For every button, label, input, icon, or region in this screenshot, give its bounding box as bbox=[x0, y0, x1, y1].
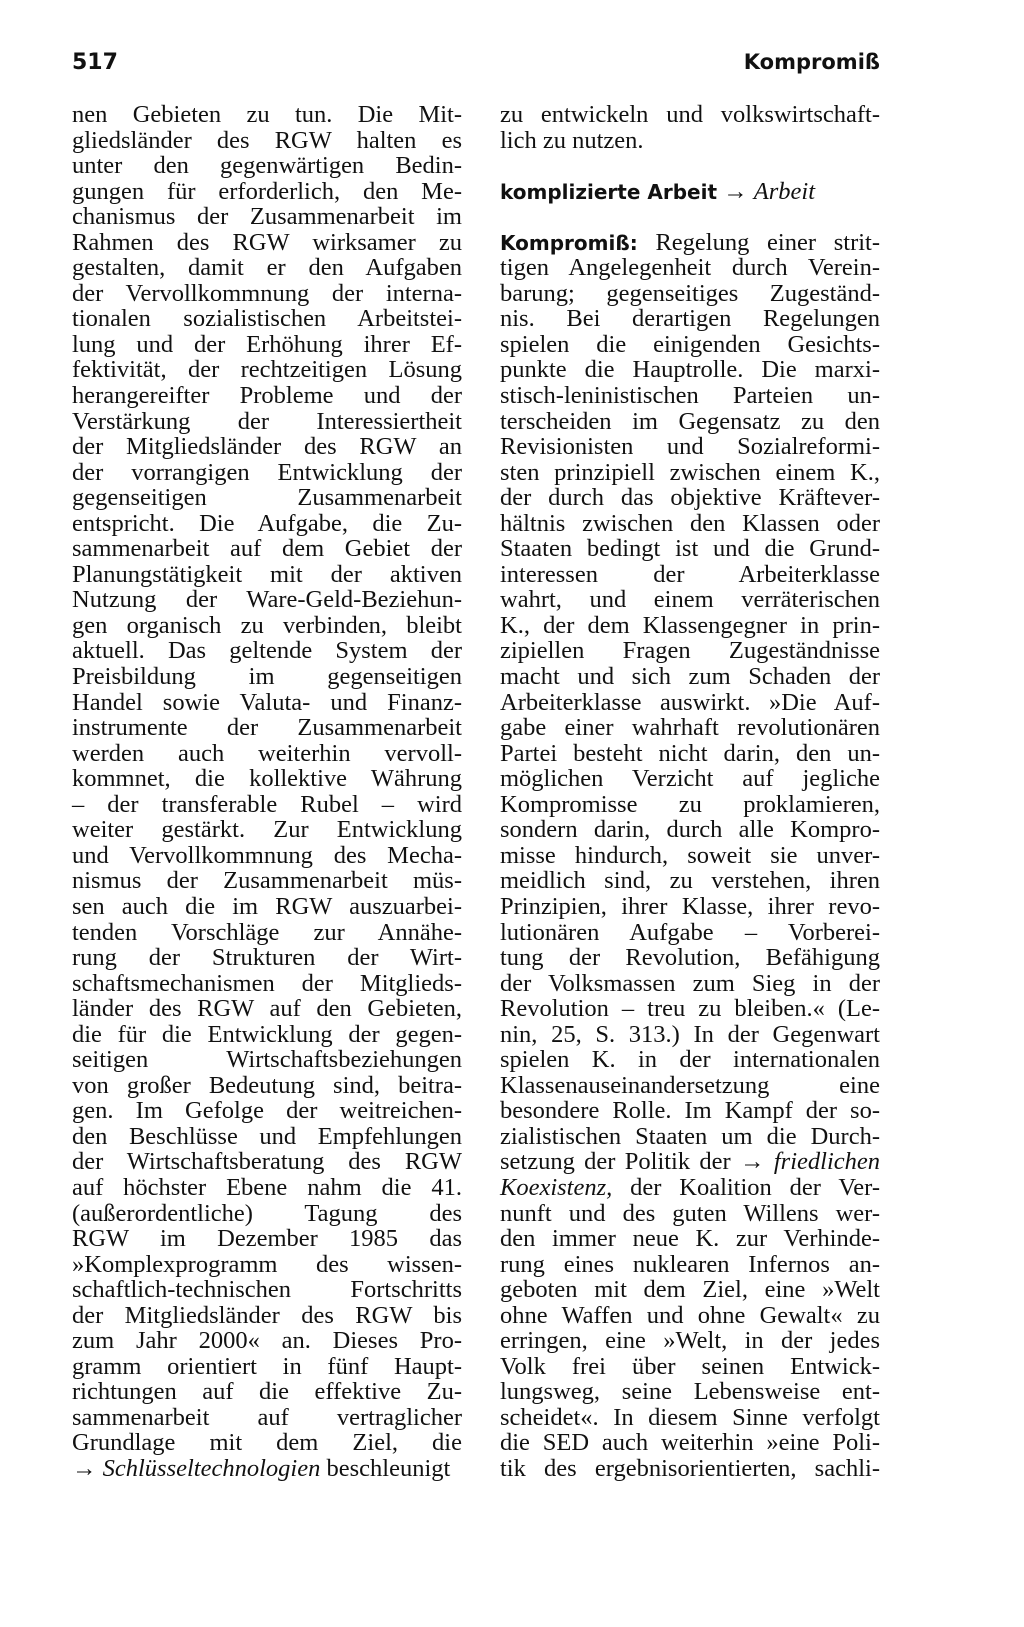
text-line: Nutzung der Ware-Geld-Beziehun- bbox=[72, 586, 462, 614]
line-text: Regelung einer strit- bbox=[655, 228, 881, 256]
cross-reference-link[interactable]: Arbeit bbox=[753, 177, 816, 205]
text-line: Revisionisten und Sozialreformi- bbox=[500, 433, 880, 461]
left-column bbox=[72, 102, 462, 1482]
text-line: lutionären Aufgabe – Vorberei- bbox=[500, 918, 880, 946]
text-line: sammenarbeit auf dem Gebiet der bbox=[72, 535, 462, 563]
text-line: aktuell. Das geltende System der bbox=[72, 637, 462, 665]
cross-reference-link[interactable]: Schlüsseltechnologien bbox=[102, 1454, 321, 1482]
line-text: setzung der Politik der bbox=[500, 1148, 731, 1176]
text-line: hältnis zwischen den Klassen oder bbox=[500, 509, 880, 537]
text-line: spielen die einigenden Gesichts- bbox=[500, 330, 880, 358]
line-text: der Koalition der Ver- bbox=[630, 1173, 880, 1201]
text-line: den immer neue K. zur Verhinde- bbox=[500, 1225, 880, 1253]
text-line: nen Gebieten zu tun. Die Mit- bbox=[72, 101, 462, 128]
text-line: Revolution – treu zu bleiben.« (Le- bbox=[500, 995, 880, 1023]
page-header bbox=[72, 50, 880, 80]
text-line: zipiellen Fragen Zugeständnisse bbox=[500, 637, 880, 665]
running-head: Kompromiß bbox=[743, 50, 880, 74]
text-line: tik des ergebnisorientierten, sachli- bbox=[500, 1454, 880, 1482]
text-line: erringen, eine »Welt, in der jedes bbox=[500, 1327, 880, 1355]
text-line: Planungstätigkeit mit der aktiven bbox=[72, 560, 462, 588]
text-line: meidlich sind, zu verstehen, ihren bbox=[500, 867, 880, 895]
text-line: entspricht. Die Aufgabe, die Zu- bbox=[72, 509, 462, 537]
cross-reference-link[interactable]: friedlichen bbox=[773, 1148, 881, 1176]
text-line: richtungen auf die effektive Zu- bbox=[72, 1378, 462, 1406]
text-line: der Wirtschaftsberatung des RGW bbox=[72, 1148, 462, 1176]
text-line: tionalen sozialistischen Arbeitstei- bbox=[72, 305, 462, 333]
text-line: der durch das objektive Kräftever- bbox=[500, 484, 880, 512]
text-line: Partei besteht nicht darin, den un- bbox=[500, 739, 880, 767]
text-line: RGW im Dezember 1985 das bbox=[72, 1225, 462, 1253]
text-line: Handel sowie Valuta- und Finanz- bbox=[72, 688, 462, 716]
cross-reference-arrow: → bbox=[723, 177, 748, 205]
text-line: K., der dem Klassengegner in prin- bbox=[500, 611, 880, 639]
text-line: (außerordentliche) Tagung des bbox=[72, 1199, 462, 1227]
text-line: seitigen Wirtschaftsbeziehungen bbox=[72, 1046, 462, 1074]
text-line: und Vervollkommnung des Mecha- bbox=[72, 841, 462, 869]
text-line: der Mitgliedsländer des RGW bis bbox=[72, 1301, 462, 1329]
text-line: interessen der Arbeiterklasse bbox=[500, 560, 880, 588]
text-line: zu entwickeln und volkswirtschaft- bbox=[500, 101, 880, 128]
text-line: barung; gegenseitiges Zugeständ- bbox=[500, 279, 880, 307]
text-line: gen. Im Gefolge der weitreichen- bbox=[72, 1097, 462, 1125]
entry-kompromiss-first-line bbox=[500, 230, 880, 256]
text-line: »Komplexprogramm des wissen- bbox=[72, 1250, 462, 1278]
text-line: der Mitgliedsländer des RGW an bbox=[72, 433, 462, 461]
text-line: der Vervollkommnung der interna- bbox=[72, 279, 462, 307]
text-line: rung der Strukturen der Wirt- bbox=[72, 944, 462, 972]
text-line: gungen für erforderlich, den Me- bbox=[72, 177, 462, 205]
text-line: sen auch die im RGW auszuarbei- bbox=[72, 892, 462, 920]
text-line: unter den gegenwärtigen Bedin- bbox=[72, 152, 462, 180]
text-line: spielen K. in der internationalen bbox=[500, 1046, 880, 1074]
entry-kompromiss-ref-line bbox=[500, 1149, 880, 1175]
cross-reference-arrow: → bbox=[72, 1454, 97, 1482]
text-line: gliedsländer des RGW halten es bbox=[72, 126, 462, 154]
left-column-last-line bbox=[72, 1456, 462, 1482]
text-line: nin, 25, S. 313.) In der Gegenwart bbox=[500, 1020, 880, 1048]
text-line: die SED auch weiterhin »eine Poli- bbox=[500, 1429, 880, 1457]
text-line: von großer Bedeutung sind, beitra- bbox=[72, 1071, 462, 1099]
entry-headword: Kompromiß: bbox=[500, 230, 638, 255]
text-line: scheidet«. In diesem Sinne verfolgt bbox=[500, 1403, 880, 1431]
text-line: gabe einer wahrhaft revolutionären bbox=[500, 714, 880, 742]
left-column-text bbox=[72, 102, 462, 1456]
page-number: 517 bbox=[72, 50, 118, 75]
text-line: instrumente der Zusammenarbeit bbox=[72, 714, 462, 742]
text-line: Staaten bedingt ist und die Grund- bbox=[500, 535, 880, 563]
text-line: nunft und des guten Willens wer- bbox=[500, 1199, 880, 1227]
text-line: lich zu nutzen. bbox=[500, 126, 644, 154]
text-line: punkte die Hauptrolle. Die marxi- bbox=[500, 356, 880, 384]
text-line: gegenseitigen Zusammenarbeit bbox=[72, 484, 462, 512]
text-line: misse hindurch, soweit sie unver- bbox=[500, 841, 880, 869]
text-line: chanismus der Zusammenarbeit im bbox=[72, 203, 462, 231]
entry-komplizierte-arbeit bbox=[500, 179, 880, 205]
text-line: sammenarbeit auf vertraglicher bbox=[72, 1403, 462, 1431]
text-line: zialistischen Staaten um die Durch- bbox=[500, 1122, 880, 1150]
text-line: Rahmen des RGW wirksamer zu bbox=[72, 228, 462, 256]
entry-kompromiss-text-continued bbox=[500, 1201, 880, 1482]
text-line: wahrt, und einem verräterischen bbox=[500, 586, 880, 614]
text-line: sondern darin, durch alle Kompro- bbox=[500, 816, 880, 844]
text-line: nismus der Zusammenarbeit müs- bbox=[72, 867, 462, 895]
text-line: die für die Entwicklung der gegen- bbox=[72, 1020, 462, 1048]
text-line: – der transferable Rubel – wird bbox=[72, 790, 462, 818]
text-line: macht und sich zum Schaden der bbox=[500, 663, 880, 691]
text-line: Prinzipien, ihrer Klasse, ihrer revo- bbox=[500, 892, 880, 920]
cross-reference-arrow: → bbox=[740, 1148, 765, 1176]
text-line: fektivität, der rechtzeitigen Lösung bbox=[72, 356, 462, 384]
text-line: weiter gestärkt. Zur Entwicklung bbox=[72, 816, 462, 844]
entry-spacer bbox=[500, 153, 880, 179]
entry-kompromiss-ref-line bbox=[500, 1175, 880, 1201]
text-line: gen organisch zu verbinden, bleibt bbox=[72, 611, 462, 639]
text-line: der Volksmassen zum Sieg in der bbox=[500, 969, 880, 997]
text-line: auf höchster Ebene nahm die 41. bbox=[72, 1173, 462, 1201]
text-line: kommnet, die kollektive Währung bbox=[72, 765, 462, 793]
text-line: Verstärkung der Interessiertheit bbox=[72, 407, 462, 435]
text-line: rung eines nuklearen Infernos an- bbox=[500, 1250, 880, 1278]
text-line: Kompromisse zu proklamieren, bbox=[500, 790, 880, 818]
text-line: zum Jahr 2000« an. Dieses Pro- bbox=[72, 1327, 462, 1355]
text-line: Volk frei über seinen Entwick- bbox=[500, 1352, 880, 1380]
entry-spacer bbox=[500, 204, 880, 230]
text-line: tigen Angelegenheit durch Verein- bbox=[500, 254, 880, 282]
text-line: der vorrangigen Entwicklung der bbox=[72, 458, 462, 486]
text-line: sten prinzipiell zwischen einem K., bbox=[500, 458, 880, 486]
line-text: beschleunigt bbox=[326, 1454, 451, 1482]
text-line: möglichen Verzicht auf jegliche bbox=[500, 765, 880, 793]
text-line: terscheiden im Gegensatz zu den bbox=[500, 407, 880, 435]
text-line: nis. Bei derartigen Regelungen bbox=[500, 305, 880, 333]
text-line: schaftsmechanismen der Mitglieds- bbox=[72, 969, 462, 997]
text-line: stisch-leninistischen Parteien un- bbox=[500, 382, 880, 410]
text-line: gramm orientiert in fünf Haupt- bbox=[72, 1352, 462, 1380]
text-line: Arbeiterklasse auswirkt. »Die Auf- bbox=[500, 688, 880, 716]
entry-kompromiss-text bbox=[500, 255, 880, 1149]
text-line: gestalten, damit er den Aufgaben bbox=[72, 254, 462, 282]
right-column bbox=[500, 102, 880, 1482]
text-line: länder des RGW auf den Gebieten, bbox=[72, 995, 462, 1023]
text-line: Grundlage mit dem Ziel, die bbox=[72, 1429, 462, 1457]
right-column-intro bbox=[500, 102, 880, 153]
entry-headword: komplizierte Arbeit bbox=[500, 179, 718, 204]
text-line: Preisbildung im gegenseitigen bbox=[72, 663, 462, 691]
text-line: tung der Revolution, Befähigung bbox=[500, 944, 880, 972]
cross-reference-link[interactable]: Koexistenz, bbox=[500, 1173, 613, 1201]
text-line: lung und der Erhöhung ihrer Ef- bbox=[72, 330, 462, 358]
text-line: geboten mit dem Ziel, eine »Welt bbox=[500, 1276, 880, 1304]
text-line: ohne Waffen und ohne Gewalt« zu bbox=[500, 1301, 880, 1329]
text-line: Klassenauseinandersetzung eine bbox=[500, 1071, 880, 1099]
text-line: werden auch weiterhin vervoll- bbox=[72, 739, 462, 767]
text-line: besondere Rolle. Im Kampf der so- bbox=[500, 1097, 880, 1125]
text-line: tenden Vorschläge zur Annähe- bbox=[72, 918, 462, 946]
text-line: den Beschlüsse und Empfehlungen bbox=[72, 1122, 462, 1150]
text-line: herangereifter Probleme und der bbox=[72, 382, 462, 410]
text-line: schaftlich-technischen Fortschritts bbox=[72, 1276, 462, 1304]
text-line: lungsweg, seine Lebensweise ent- bbox=[500, 1378, 880, 1406]
